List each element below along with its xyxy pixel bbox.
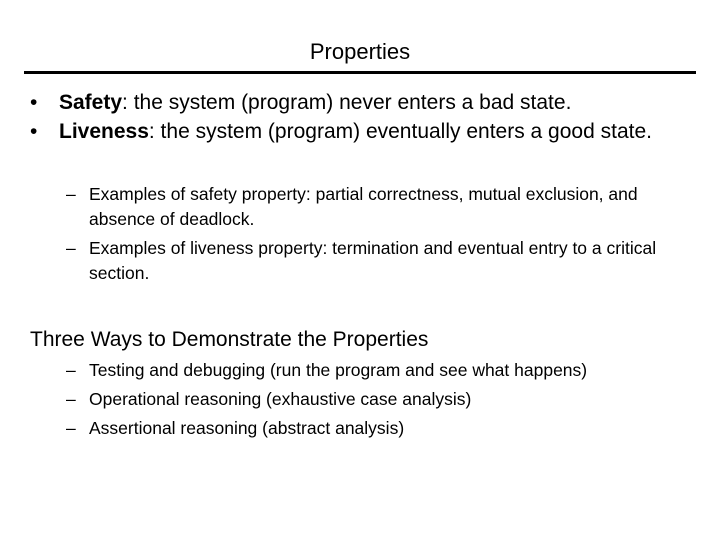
title-underline (24, 71, 696, 74)
bullet-term: Liveness (59, 120, 149, 143)
way-text: Testing and debugging (run the program and see what happens) (89, 360, 588, 380)
dash-marker: – (66, 418, 76, 438)
bullet-text: : the system (program) never enters a bad state. (122, 91, 572, 114)
bullet-text: : the system (program) eventually enters a good state. (148, 120, 652, 143)
ways-list (66, 358, 696, 445)
example-sub-list (66, 182, 696, 290)
sub-bullet-safety-examples (66, 182, 696, 232)
bullet-marker: • (30, 120, 38, 143)
way-text: Operational reasoning (exhaustive case analysis) (89, 389, 472, 409)
dash-marker: – (66, 360, 76, 380)
main-bullet-list (30, 88, 700, 146)
sub-bullet-liveness-examples (66, 236, 696, 286)
bullet-safety (30, 88, 700, 117)
way-item-assertional (66, 416, 696, 441)
way-item-testing (66, 358, 696, 383)
sub-bullet-text: Examples of liveness property: termination and eventual entry to a critical section. (89, 238, 657, 283)
sub-bullet-text: Examples of safety property: partial correctness, mutual exclusion, and absence of deadlock. (89, 184, 638, 229)
bullet-term: Safety (59, 91, 123, 114)
way-item-operational (66, 387, 696, 412)
dash-marker: – (66, 184, 76, 204)
slide-title: Properties (309, 39, 411, 64)
dash-marker: – (66, 389, 76, 409)
dash-marker: – (66, 238, 76, 258)
section-heading: Three Ways to Demonstrate the Properties (30, 328, 429, 351)
bullet-marker: • (30, 91, 38, 114)
way-text: Assertional reasoning (abstract analysis) (89, 418, 405, 438)
bullet-liveness (30, 117, 700, 146)
